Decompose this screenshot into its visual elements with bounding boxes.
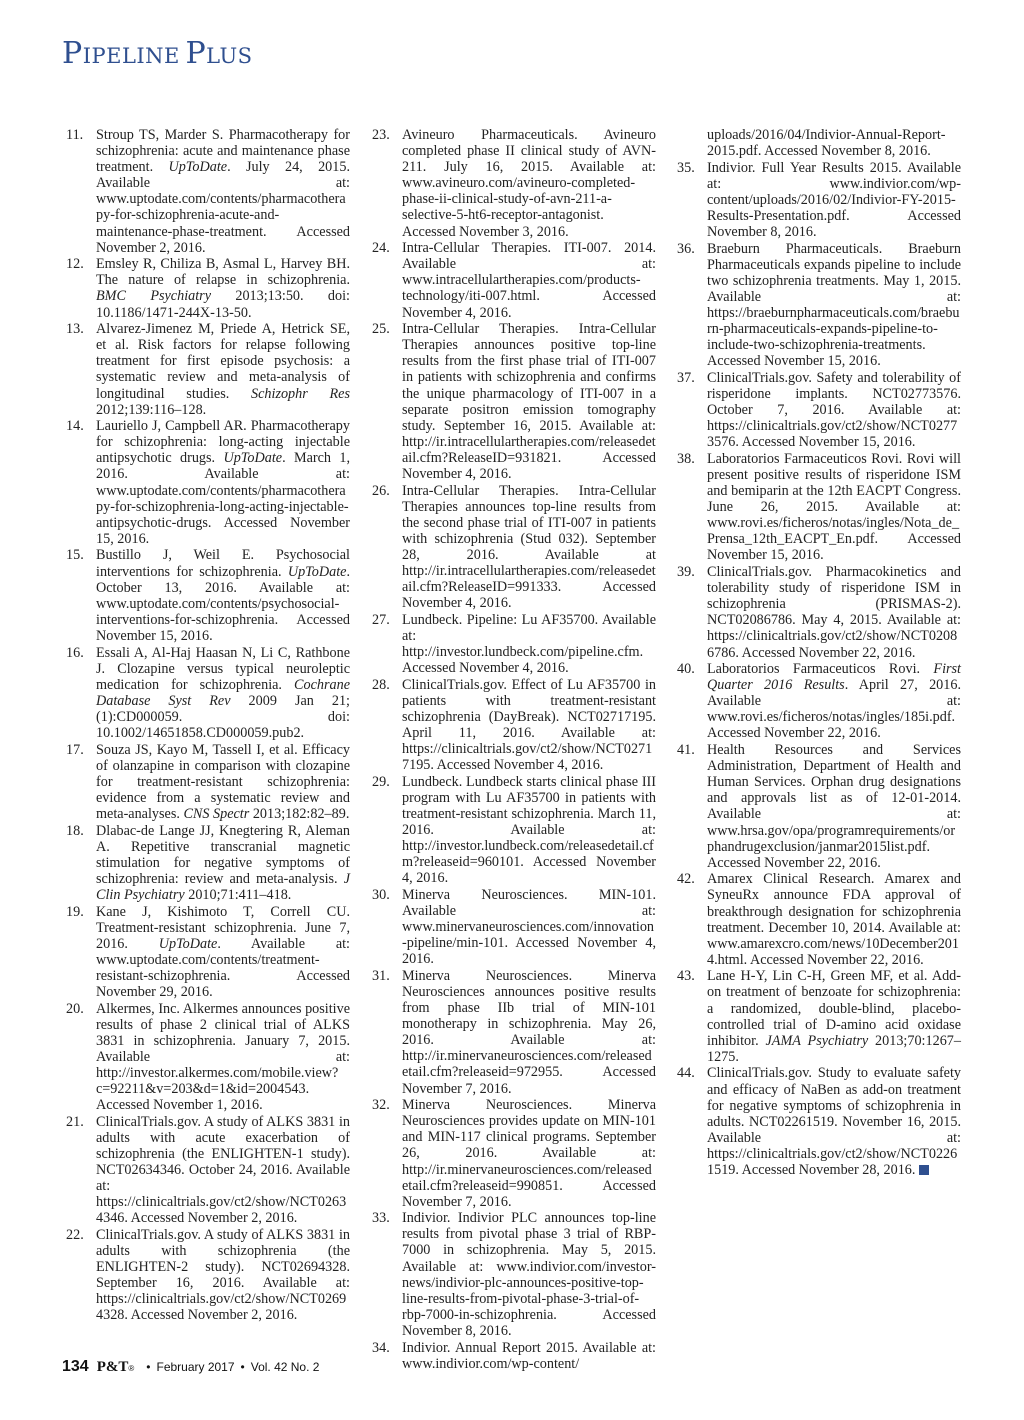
reference-segment: Intra-Cellular Therapies. Intra-Cellular Therapies announces top-line results from the second phase trial of ITI-007 in patients with schizophrenia (Stud 032). September 28, 2016. Available at http://ir.intracellulartherapies.com/releasedetail.cfm?ReleaseID=991333. Accessed November 4, 2016. <box>402 482 656 612</box>
reference-item <box>372 240 656 320</box>
reference-segment: ClinicalTrials.gov. A study of ALKS 3831 in adults with schizophrenia (the ENLIGHTEN-2 study). NCT02694328. September 16, 2016. Available at: https://clinicaltrials.gov/ct2/show/NCT02694328. Accessed November 2, 2016. <box>96 1226 350 1324</box>
reference-item <box>677 968 961 1065</box>
reference-number: 25. <box>372 321 390 338</box>
reference-text <box>96 256 350 320</box>
reference-item <box>372 1097 656 1210</box>
reference-text <box>96 904 350 1001</box>
reference-text <box>402 677 656 774</box>
reference-segment: Minerva Neurosciences. Minerva Neurosciences announces positive results from phase IIb trial of MIN-101 monotherapy in schizophrenia. May 26, 2016. Available at: http://ir.minervaneurosciences.com/releasedetail.cfm?releaseid=972955. Accessed November 7, 2016. <box>402 967 656 1097</box>
reference-segment: 2013;182:82–89. <box>249 805 350 822</box>
reference-item <box>372 774 656 887</box>
reference-number: 22. <box>66 1226 84 1243</box>
reference-item <box>677 370 961 450</box>
footer-bullet: • <box>146 1360 151 1374</box>
reference-number: 36. <box>677 240 695 257</box>
reference-segment: ClinicalTrials.gov. Safety and tolerability of risperidone implants. NCT02773576. October 7, 2016. Available at: https://clinicaltrials.gov/ct2/show/NCT02773576. Accessed November 15, 2016. <box>707 369 961 451</box>
reference-number: 41. <box>677 742 695 759</box>
journal-title: UpToDate <box>287 563 347 580</box>
reference-item <box>677 241 961 370</box>
reference-number: 40. <box>677 661 695 678</box>
reference-number: 13. <box>66 321 84 338</box>
reference-segment: Stroup TS, Marder S. Pharmacotherapy for schizophrenia: acute and maintenance phase treatment. <box>96 127 350 176</box>
reference-number: 42. <box>677 871 695 888</box>
page-footer <box>62 1358 319 1376</box>
reference-segment: Souza JS, Kayo M, Tassell I, et al. Efficacy of olanzapine in comparison with clozapine for treatment-resistant schizophrenia: evidence from a systematic review and meta-analyses. <box>96 741 350 822</box>
journal-title: UpToDate <box>168 159 228 176</box>
reference-text <box>707 451 961 564</box>
reference-segment: . April 27, 2016. Available at: www.rovi.es/ficheros/notas/ingles/185i.pdf. Accessed November 22, 2016. <box>707 677 961 742</box>
reference-text <box>402 774 656 887</box>
reference-item <box>66 742 350 822</box>
reference-number: 44. <box>677 1065 695 1082</box>
reference-text <box>96 1114 350 1227</box>
section-header-title: PIPELINE PLUS <box>62 36 253 71</box>
reference-text <box>707 871 961 968</box>
reference-number: 16. <box>66 644 84 661</box>
reference-segment: Intra-Cellular Therapies. ITI-007. 2014. Available at: www.intracellulartherapies.com/products-technology/iti-007.html. Accessed November 4, 2016. <box>402 240 656 321</box>
reference-number: 15. <box>66 547 84 564</box>
reference-segment: Lundbeck. Lundbeck starts clinical phase III program with Lu AF35700 in patients with treatment-resistant schizophrenia. March 11, 2016. Available at: http://investor.lundbeck.com/releasedetail.cfm?releaseid=960101. Accessed November 4, 2016. <box>402 773 656 887</box>
reference-segment: Emsley R, Chiliza B, Asmal L, Harvey BH. The nature of relapse in schizophrenia. <box>96 256 350 289</box>
reference-item <box>66 256 350 320</box>
reference-item <box>372 677 656 774</box>
reference-item <box>677 1065 961 1178</box>
reference-item <box>66 1114 350 1227</box>
reference-segment: 2013;13:50. doi: 10.1186/1471-244X-13-50. <box>96 288 350 321</box>
reference-item <box>66 547 350 644</box>
journal-title: CNS Spectr <box>183 805 250 822</box>
reference-text <box>96 547 350 644</box>
reference-item <box>66 418 350 547</box>
reference-segment: Essali A, Al-Haj Haasan N, Li C, Rathbone J. Clozapine versus typical neuroleptic medication for schizophrenia. <box>96 644 350 693</box>
reference-text <box>707 742 961 871</box>
reference-number: 26. <box>372 482 390 499</box>
journal-title: Cochrane Database Syst Rev <box>96 676 350 709</box>
reference-item <box>66 1001 350 1114</box>
reference-segment: Dlabac-de Lange JJ, Knegtering R, Aleman A. Repetitive transcranial magnetic stimulation for negative symptoms of schizophrenia: review and meta-analysis. <box>96 822 350 887</box>
reference-item <box>677 127 961 159</box>
reference-item <box>677 742 961 871</box>
reference-number: 39. <box>677 564 695 581</box>
footer-bullet: • <box>240 1360 245 1374</box>
reference-number: 37. <box>677 369 695 386</box>
reference-number: 33. <box>372 1210 390 1227</box>
reference-text <box>402 612 656 676</box>
reference-segment: 2012;139:116–128. <box>96 401 207 418</box>
reference-item <box>372 483 656 612</box>
reference-segment: Indivior. Full Year Results 2015. Available at: www.indivior.com/wp-content/uploads/2016/02/Indivior-FY-2015-Results-Presentation.pdf. Accessed November 8, 2016. <box>707 159 961 241</box>
reference-text <box>402 968 656 1097</box>
reference-item <box>677 160 961 240</box>
reference-segment: Intra-Cellular Therapies. Intra-Cellular Therapies announces positive top-line results from the first phase trial of ITI-007 in patients with schizophrenia and confirms the unique pharmacology of ITI-007 in a separate positron emission tomography study. September 16, 2015. Available at: http://ir.intracellulartherapies.com/releasedetail.cfm?ReleaseID=931821. Accessed November 4, 2016. <box>402 321 656 482</box>
reference-item <box>372 887 656 967</box>
reference-text <box>96 645 350 742</box>
reference-number: 34. <box>372 1339 390 1356</box>
reference-segment: ClinicalTrials.gov. Study to evaluate safety and efficacy of NaBen as add-on treatment for negative symptoms of schizophrenia in adults. NCT02261519. November 16, 2015. Available at: https://clinicaltrials.gov/ct2/show/NCT02261519. Accessed November 28, 2016. <box>707 1065 961 1178</box>
reference-number: 29. <box>372 773 390 790</box>
reference-segment: uploads/2016/04/Indivior-Annual-Report-2015.pdf. Accessed November 8, 2016. <box>707 127 946 160</box>
reference-text <box>402 1210 656 1339</box>
reference-item <box>66 904 350 1001</box>
reference-item <box>372 321 656 482</box>
reference-segment: Kane J, Kishimoto T, Correll CU. Treatment-resistant schizophrenia. June 7, 2016. <box>96 903 350 952</box>
reference-number: 30. <box>372 886 390 903</box>
reference-text <box>707 968 961 1065</box>
issue-date: February 2017 <box>156 1360 235 1374</box>
reference-segment: . March 1, 2016. Available at: www.uptodate.com/contents/pharmacotherapy-for-schizophrenia-long-acting-injectable-antipsychotic-drugs. Accessed November 15, 2016. <box>96 450 350 547</box>
reference-text <box>96 742 350 822</box>
reference-text <box>707 661 961 741</box>
reference-text <box>402 1097 656 1210</box>
reference-number: 43. <box>677 968 695 985</box>
reference-segment: Lundbeck. Pipeline: Lu AF35700. Available at: http://investor.lundbeck.com/pipeline.cfm. Accessed November 4, 2016. <box>402 611 656 677</box>
reference-segment: . October 13, 2016. Available at: www.uptodate.com/contents/psychosocial-interventions-for-schizophrenia. Accessed November 15, 2016. <box>96 563 350 644</box>
reference-item <box>66 1227 350 1324</box>
reference-segment: Minerva Neurosciences. MIN-101. Available at: www.minervaneurosciences.com/innovation-pipeline/min-101. Accessed November 4, 2016. <box>402 886 656 968</box>
journal-name: P&T <box>96 1359 129 1375</box>
reference-number: 21. <box>66 1113 84 1130</box>
reference-text <box>96 1227 350 1324</box>
reference-segment: Alvarez-Jimenez M, Priede A, Hetrick SE, et al. Risk factors for relapse following treatment for first episode psychosis: a systematic review and meta-analysis of longitudinal studies. <box>96 321 350 402</box>
reference-column-1 <box>66 127 350 1324</box>
reference-text <box>402 887 656 967</box>
reference-number: 18. <box>66 822 84 839</box>
reference-text <box>96 127 350 256</box>
reference-number: 31. <box>372 967 390 984</box>
reference-segment: Bustillo J, Weil E. Psychosocial interventions for schizophrenia. <box>96 547 350 580</box>
reference-segment: ClinicalTrials.gov. Effect of Lu AF35700 in patients with treatment-resistant schizophrenia (DayBreak). NCT02717195. April 11, 2016. Available at: https://clinicaltrials.gov/ct2/show/NCT02717195. Accessed November 4, 2016. <box>402 676 656 774</box>
reference-segment: Indivior. Annual Report 2015. Available at: www.indivior.com/wp-content/ <box>402 1339 656 1372</box>
reference-text <box>402 483 656 612</box>
reference-item <box>66 127 350 256</box>
reference-item <box>66 823 350 903</box>
reference-text <box>707 160 961 240</box>
journal-title: UpToDate <box>158 935 218 952</box>
reference-number: 12. <box>66 256 84 273</box>
reference-number: 38. <box>677 450 695 467</box>
reference-text <box>707 1065 961 1178</box>
journal-title: UpToDate <box>223 450 283 467</box>
reference-number: 23. <box>372 127 390 143</box>
reference-segment: 2013;70:1267–1275. <box>707 1032 961 1065</box>
journal-title: J Clin Psychiatry <box>96 870 350 903</box>
reference-segment: Indivior. Indivior PLC announces top-line results from pivotal phase 3 trial of RBP-7000 in schizophrenia. May 5, 2015. Available at: www.indivior.com/investor-news/indivior-plc-announces-positive-top-line-results-from-pivotal-phase-3-trial-of-rbp-7000-in-schizophrenia. Accessed November 8, 2016. <box>402 1210 656 1339</box>
reference-item <box>372 1210 656 1339</box>
reference-item <box>372 968 656 1097</box>
reference-segment: Health Resources and Services Administration, Department of Health and Human Services. Orphan drug designations and approvals list as of 12-01-2014. Available at: www.hrsa.gov/opa/programrequirements/orphandrugexclusion/janmar2015list.pdf. Accessed November 22, 2016. <box>707 742 961 871</box>
reference-item <box>677 661 961 741</box>
reference-item <box>677 451 961 564</box>
registered-mark: ® <box>128 1364 135 1373</box>
reference-segment: ClinicalTrials.gov. Pharmacokinetics and tolerability study of risperidone ISM in schizophrenia (PRISMAS-2). NCT02086786. May 4, 2015. Available at: https://clinicaltrials.gov/ct2/show/NCT02086786. Accessed November 22, 2016. <box>707 564 961 661</box>
reference-item <box>66 321 350 418</box>
reference-column-3 <box>677 127 961 1179</box>
reference-segment: ClinicalTrials.gov. A study of ALKS 3831 in adults with acute exacerbation of schizophrenia (the ENLIGHTEN-1 study). NCT02634346. October 24, 2016. Available at: https://clinicaltrials.gov/ct2/show/NCT02634346. Accessed November 2, 2016. <box>96 1113 350 1227</box>
reference-number: 35. <box>677 159 695 176</box>
reference-text <box>402 240 656 320</box>
reference-number: 27. <box>372 611 390 628</box>
reference-text <box>96 1001 350 1114</box>
reference-text <box>402 321 656 482</box>
reference-segment: Braeburn Pharmaceuticals. Braeburn Pharmaceuticals expands pipeline to include two schizophrenia treatments. May 1, 2015. Available at: https://braeburnpharmaceuticals.com/braeburn-pharmaceuticals-expands-pipeline-to-include-two-schizophrenia-treatments. Accessed November 15, 2016. <box>707 240 961 370</box>
reference-number: 28. <box>372 676 390 693</box>
reference-item <box>372 127 656 240</box>
reference-number: 32. <box>372 1097 390 1114</box>
reference-number: 19. <box>66 903 84 920</box>
reference-segment: . July 24, 2015. Available at: www.uptodate.com/contents/pharmacotherapy-for-schizophrenia-acute-and-maintenance-phase-treatment. Accessed November 2, 2016. <box>96 159 350 256</box>
journal-title: First Quarter 2016 Results <box>707 661 961 694</box>
end-of-article-mark <box>919 1165 929 1175</box>
reference-text <box>707 127 961 159</box>
reference-segment: Amarex Clinical Research. Amarex and SyneuRx announce FDA approval of breakthrough designation for schizophrenia treatment. December 10, 2014. Available at: www.amarexcro.com/news/10December2014.html. Accessed November 22, 2016. <box>707 871 961 968</box>
reference-text <box>96 823 350 903</box>
reference-segment: Lauriello J, Campbell AR. Pharmacotherapy for schizophrenia: long-acting injectable antipsychotic drugs. <box>96 418 350 467</box>
reference-item <box>372 1340 656 1372</box>
page-number: 134 <box>62 1358 89 1375</box>
reference-item <box>677 871 961 968</box>
reference-item <box>372 612 656 676</box>
reference-number: 14. <box>66 418 84 435</box>
reference-text <box>707 564 961 661</box>
reference-text <box>96 321 350 418</box>
reference-segment: . Available at: www.uptodate.com/contents/treatment-resistant-schizophrenia. Accessed November 29, 2016. <box>96 935 350 1000</box>
reference-text <box>402 1340 656 1372</box>
journal-title: BMC Psychiatry <box>96 288 211 305</box>
reference-segment: 2010;71:411–418. <box>184 886 292 903</box>
reference-text <box>96 418 350 547</box>
reference-number: 17. <box>66 741 84 758</box>
reference-column-2 <box>372 127 656 1372</box>
reference-number: 11. <box>66 127 84 143</box>
reference-item <box>66 645 350 742</box>
reference-segment: Lane H-Y, Lin C-H, Green MF, et al. Add-on treatment of benzoate for schizophrenia: a randomized, double-blind, placebo-controlled trial of D-amino acid oxidase inhibitor. <box>707 968 961 1049</box>
reference-number: 20. <box>66 1000 84 1017</box>
journal-title: Schizophr Res <box>251 385 350 402</box>
journal-title: JAMA Psychiatry <box>765 1032 869 1049</box>
reference-text <box>402 127 656 240</box>
reference-segment: Alkermes, Inc. Alkermes announces positive results of phase 2 clinical trial of ALKS 3831 in schizophrenia. January 7, 2015. Available at: http://investor.alkermes.com/mobile.view?c=92211&v=203&d=1&id=2004543. Accessed November 1, 2016. <box>96 1000 350 1114</box>
reference-item <box>677 564 961 661</box>
reference-text <box>707 241 961 370</box>
reference-segment: Avineuro Pharmaceuticals. Avineuro completed phase II clinical study of AVN-211. July 16, 2015. Available at: www.avineuro.com/avineuro-completed-phase-ii-clinical-study-of-avn-211-a-selective-5-ht6-receptor-antagonist. Accessed November 3, 2016. <box>402 127 656 240</box>
reference-number: 24. <box>372 240 390 257</box>
volume-info: Vol. 42 No. 2 <box>250 1360 320 1374</box>
reference-segment: Laboratorios Farmaceuticos Rovi. Rovi will present positive results of risperidone ISM and bemiparin at the 12th EACPT Congress. June 26, 2015. Available at: www.rovi.es/ficheros/notas/ingles/Nota_de_Prensa_12th_EACPT_En.pdf. Accessed November 15, 2016. <box>707 450 961 564</box>
reference-text <box>707 370 961 450</box>
reference-segment: Laboratorios Farmaceuticos Rovi. <box>707 661 934 678</box>
reference-segment: 2009 Jan 21;(1):CD000059. doi: 10.1002/14651858.CD000059.pub2. <box>96 692 350 741</box>
reference-segment: Minerva Neurosciences. Minerva Neurosciences provides update on MIN-101 and MIN-117 clinical programs. September 26, 2016. Available at: http://ir.minervaneurosciences.com/releasedetail.cfm?releaseid=990851. Accessed November 7, 2016. <box>402 1097 656 1210</box>
